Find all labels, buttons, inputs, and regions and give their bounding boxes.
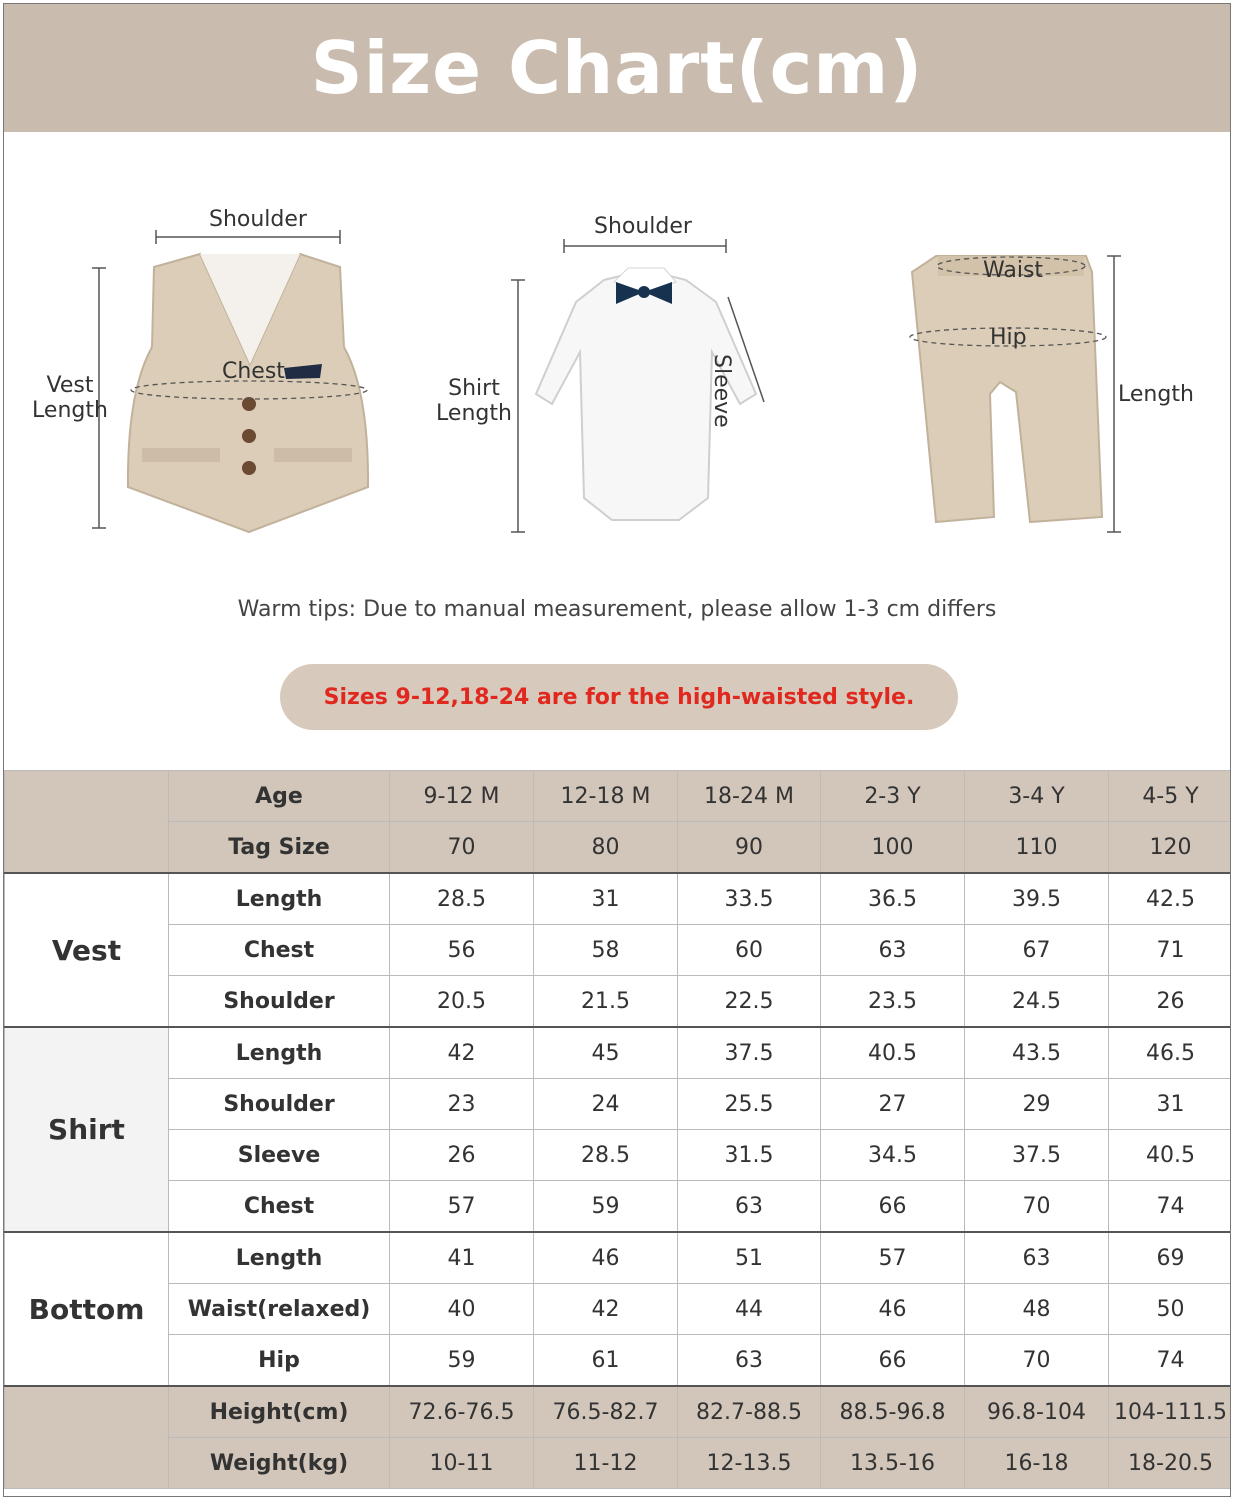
table-row [5,1130,1232,1181]
row-label: Length [169,1027,390,1079]
table-cell: 4-5 Y [1109,771,1232,822]
vest-length-label: Vest Length [32,373,108,423]
table-row [5,1438,1232,1489]
table-cell: 67 [965,925,1109,976]
title-banner [4,4,1230,132]
table-cell: 36.5 [821,873,965,925]
group-label: Shirt [5,1027,169,1232]
table-cell: 31 [534,873,678,925]
table-cell: 41 [390,1232,534,1284]
table-cell: 63 [965,1232,1109,1284]
table-cell: 48 [965,1284,1109,1335]
table-cell: 120 [1109,822,1232,874]
table-row [5,873,1232,925]
table-cell: 88.5-96.8 [821,1386,965,1438]
footer-corner-cell [5,1386,169,1489]
row-label: Chest [169,925,390,976]
table-cell: 70 [965,1181,1109,1233]
row-label: Length [169,1232,390,1284]
table-cell: 66 [821,1335,965,1387]
table-cell: 13.5-16 [821,1438,965,1489]
table-cell: 18-24 M [678,771,821,822]
table-cell: 12-13.5 [678,1438,821,1489]
table-cell: 18-20.5 [1109,1438,1232,1489]
group-label: Bottom [5,1232,169,1386]
row-label: Shoulder [169,976,390,1028]
table-cell: 33.5 [678,873,821,925]
table-row [5,1284,1232,1335]
table-cell: 20.5 [390,976,534,1028]
high-waist-note [280,664,958,730]
table-cell: 43.5 [965,1027,1109,1079]
row-label: Sleeve [169,1130,390,1181]
table-cell: 26 [1109,976,1232,1028]
table-cell: 31 [1109,1079,1232,1130]
table-cell: 28.5 [390,873,534,925]
high-waist-note-text: Sizes 9-12,18-24 are for the high-waisted style. [323,684,915,710]
table-row [5,1386,1232,1438]
table-cell: 69 [1109,1232,1232,1284]
table-cell: 76.5-82.7 [534,1386,678,1438]
table-cell: 74 [1109,1335,1232,1387]
pants-image [910,256,1106,522]
table-row [5,822,1232,874]
table-cell: 44 [678,1284,821,1335]
table-cell: 104-111.5 [1109,1386,1232,1438]
table-cell: 51 [678,1232,821,1284]
shirt-length-label: Shirt Length [436,376,512,426]
table-row [5,771,1232,822]
table-cell: 21.5 [534,976,678,1028]
pants-hip-label: Hip [990,325,1027,350]
size-chart-frame [3,3,1231,1497]
table-cell: 42 [390,1027,534,1079]
row-label: Shoulder [169,1079,390,1130]
table-cell: 70 [965,1335,1109,1387]
table-cell: 24 [534,1079,678,1130]
table-cell: 61 [534,1335,678,1387]
table-cell: 12-18 M [534,771,678,822]
table-cell: 110 [965,822,1109,874]
table-cell: 11-12 [534,1438,678,1489]
table-cell: 60 [678,925,821,976]
table-cell: 45 [534,1027,678,1079]
table-cell: 42.5 [1109,873,1232,925]
table-cell: 2-3 Y [821,771,965,822]
table-cell: 29 [965,1079,1109,1130]
table-cell: 57 [821,1232,965,1284]
table-cell: 50 [1109,1284,1232,1335]
table-cell: 40.5 [821,1027,965,1079]
garment-drawing [4,132,1231,642]
table-cell: 24.5 [965,976,1109,1028]
table-cell: 63 [678,1335,821,1387]
size-table [4,770,1231,1489]
table-row [5,1079,1232,1130]
table-row [5,925,1232,976]
table-cell: 22.5 [678,976,821,1028]
table-cell: 40.5 [1109,1130,1232,1181]
table-cell: 70 [390,822,534,874]
table-cell: 46.5 [1109,1027,1232,1079]
table-cell: 63 [678,1181,821,1233]
table-cell: 46 [534,1232,678,1284]
table-row [5,1181,1232,1233]
table-row [5,1232,1232,1284]
table-cell: 39.5 [965,873,1109,925]
table-cell: 59 [390,1335,534,1387]
table-cell: 25.5 [678,1079,821,1130]
table-cell: 37.5 [678,1027,821,1079]
group-label: Vest [5,873,169,1027]
table-cell: 42 [534,1284,678,1335]
table-row [5,976,1232,1028]
table-cell: 34.5 [821,1130,965,1181]
table-cell: 27 [821,1079,965,1130]
pants-waist-label: Waist [983,258,1044,283]
table-cell: 23 [390,1079,534,1130]
table-cell: 46 [821,1284,965,1335]
table-row [5,1335,1232,1387]
table-cell: 71 [1109,925,1232,976]
row-label: Height(cm) [169,1386,390,1438]
table-cell: 23.5 [821,976,965,1028]
table-cell: 96.8-104 [965,1386,1109,1438]
table-cell: 3-4 Y [965,771,1109,822]
table-cell: 63 [821,925,965,976]
table-cell: 74 [1109,1181,1232,1233]
table-cell: 82.7-88.5 [678,1386,821,1438]
table-cell: 90 [678,822,821,874]
garment-illustrations [4,132,1230,642]
vest-shoulder-label: Shoulder [209,207,307,232]
table-cell: 10-11 [390,1438,534,1489]
row-label: Weight(kg) [169,1438,390,1489]
shirt-shoulder-label: Shoulder [594,214,692,239]
pants-length-label: Length [1118,382,1194,407]
page-title: Size Chart(cm) [310,26,924,110]
table-cell: 31.5 [678,1130,821,1181]
header-corner-cell [5,771,169,874]
table-cell: 26 [390,1130,534,1181]
table-cell: 57 [390,1181,534,1233]
table-cell: 37.5 [965,1130,1109,1181]
warm-tips: Warm tips: Due to manual measurement, please allow 1-3 cm differs [237,597,997,622]
table-cell: 56 [390,925,534,976]
row-label: Hip [169,1335,390,1387]
table-cell: 16-18 [965,1438,1109,1489]
size-table-body [5,771,1232,1489]
table-cell: 28.5 [534,1130,678,1181]
table-cell: 72.6-76.5 [390,1386,534,1438]
table-cell: 80 [534,822,678,874]
table-cell: 40 [390,1284,534,1335]
vest-chest-label: Chest [222,359,285,384]
table-cell: 58 [534,925,678,976]
table-cell: 100 [821,822,965,874]
row-label: Chest [169,1181,390,1233]
row-label: Age [169,771,390,822]
table-row [5,1027,1232,1079]
row-label: Length [169,873,390,925]
row-label: Waist(relaxed) [169,1284,390,1335]
shirt-sleeve-label: Sleeve [709,354,734,428]
table-cell: 66 [821,1181,965,1233]
vest-image [128,254,368,532]
table-cell: 9-12 M [390,771,534,822]
table-cell: 59 [534,1181,678,1233]
row-label: Tag Size [169,822,390,874]
